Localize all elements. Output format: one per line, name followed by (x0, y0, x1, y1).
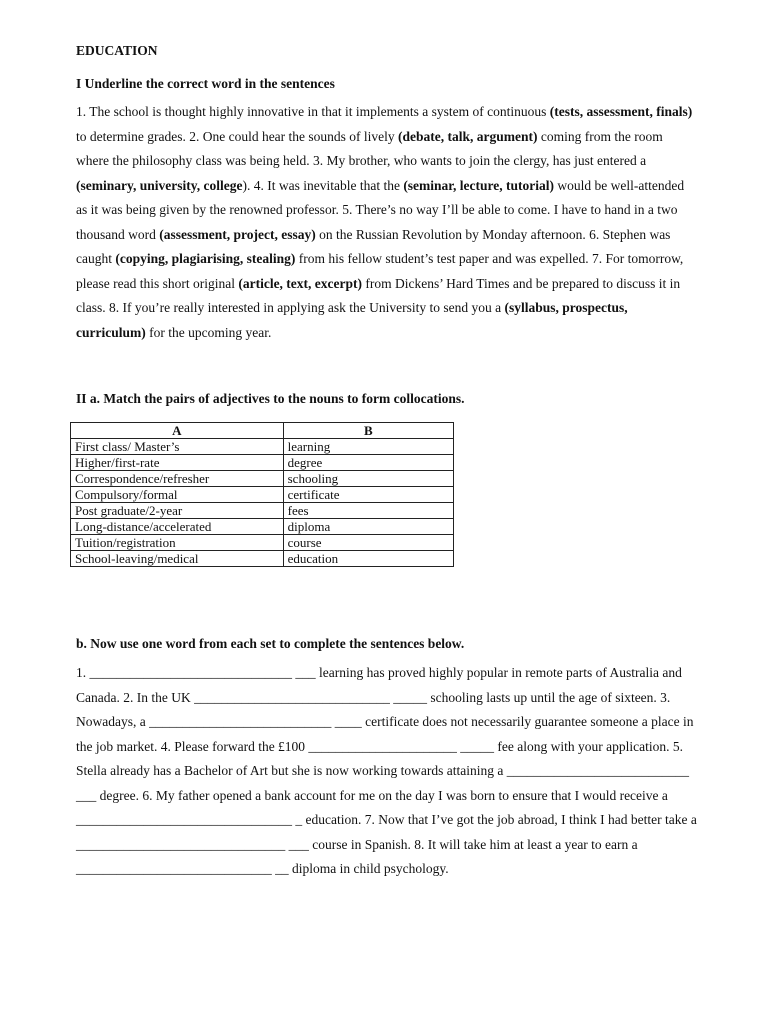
table-row (71, 439, 454, 455)
column-header-a: A (71, 423, 284, 439)
table-header-row (71, 423, 454, 439)
sentence-text: coming from the room where the philosophy class was being held. 3. My brother, who wants to join the clergy, has just entered a (76, 128, 663, 168)
cell-noun: degree (283, 455, 453, 471)
answer-options: (assessment, project, essay) (159, 226, 316, 242)
section2b-heading: b. Now use one word from each set to complete the sentences below. (76, 636, 465, 651)
sentence-text: for the upcoming year. (145, 324, 272, 340)
column-header-b: B (283, 423, 453, 439)
sentence-text: would be well-attended as it was being given by the renowned professor. 5. There’s no way I’ll be able to come. I have to hand in a two thousand word (76, 177, 685, 242)
cell-noun: diploma (283, 519, 453, 535)
table-row (71, 551, 454, 567)
table-row (71, 455, 454, 471)
cell-adjectives: First class/ Master’s (71, 439, 284, 455)
section2b-paragraph: 1. ______________________________ ___ learning has proved highly popular in remote parts of Australia and Canada. 2. In the UK _____________________________ _____ schooling lasts up until the age of sixteen. 3. Nowadays, a ___________________________ ____ certificate does not necessarily guarantee someone a place in the job market. 4. Please forward the £100 ______________________ _____ fee along with your application. 5. Stella already has a Bachelor of Art but she is now working towards attaining a ___________________________ ___ degree. 6. My father opened a bank account for me on the day I was born to ensure that I would receive a ________________________________ _ education. 7. Now that I’ve got the job abroad, I think I had better take a _______________________________ ___ course in Spanish. 8. It will take him at least a year to earn a _____________________________ __ diploma in child psychology. (76, 665, 697, 876)
table-row (71, 487, 454, 503)
cell-adjectives: Post graduate/2-year (71, 503, 284, 519)
cell-noun: schooling (283, 471, 453, 487)
cell-noun: education (283, 551, 453, 567)
sentence-text: ). 4. It was inevitable that the (242, 177, 404, 193)
answer-options: (copying, plagiarising, stealing) (115, 251, 296, 266)
cell-adjectives: Higher/first-rate (71, 455, 284, 471)
answer-options: (seminary, university, college (76, 177, 243, 193)
cell-adjectives: Tuition/registration (71, 535, 284, 551)
table-row (71, 503, 454, 519)
section2a-heading: II a. Match the pairs of adjectives to the nouns to form collocations. (76, 391, 465, 406)
collocation-table (70, 422, 454, 567)
cell-noun: learning (283, 439, 453, 455)
sentence-text: on the Russian Revolution by Monday afternoon. 6. Stephen was caught (76, 226, 671, 266)
cell-adjectives: School-leaving/medical (71, 551, 284, 567)
answer-options: (syllabus, prospectus, curriculum) (76, 300, 628, 340)
answer-options: (tests, assessment, finals) (549, 104, 693, 119)
table-row (71, 535, 454, 551)
sentence-text: 1. The school is thought highly innovative in that it implements a system of continuous (76, 104, 550, 119)
document-title: EDUCATION (76, 43, 158, 58)
cell-adjectives: Long-distance/accelerated (71, 519, 284, 535)
sentence-text: from Dickens’ Hard Times and be prepared to discuss it in class. 8. If you’re really interested in applying ask the University to send you a (76, 275, 681, 315)
cell-adjectives: Compulsory/formal (71, 487, 284, 503)
cell-noun: fees (283, 503, 453, 519)
answer-options: (article, text, excerpt) (238, 275, 363, 291)
section1-heading: I Underline the correct word in the sentences (76, 76, 335, 91)
cell-adjectives: Correspondence/refresher (71, 471, 284, 487)
sentence-text: from his fellow student’s test paper and was expelled. 7. For tomorrow, please read this short original (76, 251, 684, 291)
table-row (71, 519, 454, 535)
answer-options: (debate, talk, argument) (398, 128, 538, 144)
cell-noun: course (283, 535, 453, 551)
sentence-text: to determine grades. 2. One could hear the sounds of lively (76, 128, 399, 144)
cell-noun: certificate (283, 487, 453, 503)
table-row (71, 471, 454, 487)
section1-paragraph (76, 100, 698, 345)
answer-options: (seminar, lecture, tutorial) (403, 177, 555, 193)
